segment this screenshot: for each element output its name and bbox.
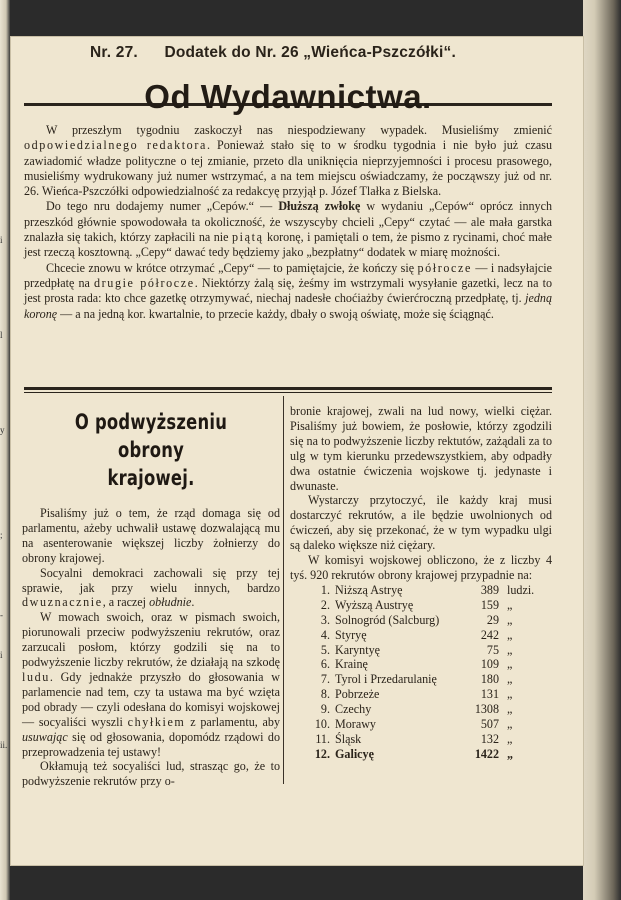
article-paragraph: Socyalni demokraci zachowali się przy tej sprawie, jak przy wielu innych, bardzo dwuznacznie, a raczej obłudnie. xyxy=(22,565,280,610)
province-name: Czechy xyxy=(335,702,372,717)
province-unit: „ xyxy=(507,746,514,761)
province-num: 5. xyxy=(320,642,330,657)
province-num: 4. xyxy=(320,627,330,642)
province-unit: „ xyxy=(507,687,513,702)
province-count: 132 xyxy=(480,731,499,746)
recruits-table-row xyxy=(308,657,544,672)
province-count: 507 xyxy=(480,717,499,732)
recruits-table-row xyxy=(308,747,544,762)
province-name: Krainę xyxy=(335,657,368,672)
recruits-table-row xyxy=(308,643,544,658)
article-left-column xyxy=(22,396,280,789)
recruits-table-row xyxy=(308,628,544,643)
article-paragraph: Pisaliśmy już o tem, że rząd domaga się od parlamentu, ażeby uchwalił ustawę dozwalającą mu na asenterowanie większej liczby żołnierzy do obrony krajowej. xyxy=(22,506,280,565)
article-paragraph: W komisyi wojskowej obliczono, że z liczby 4 tyś. 920 rekrutów obrony krajowej przypadnie na: xyxy=(290,553,552,582)
recruits-table-row xyxy=(308,583,544,598)
province-unit: „ xyxy=(507,597,513,612)
province-unit: „ xyxy=(507,672,513,687)
notice-paragraph-3: Chcecie znowu w krótce otrzymać „Cepy“ — to pamiętajcie, że kończy się półrocze — i nadsyłajcie przedpłatę na drugie półrocze. Niektórzy żalą się, żeśmy im wstrzymali wysyłanie gazetki, lecz na to jest prosta rada: kto chce gazetkę otrzymywać, niechaj nadesłe choćiażby ćwierćroczną przedpłatę, tj. jedną koronę — a na jedną kor. kwartalnie, to przecie każdy, dbały o swoją oświatę, może się ściągnąć. xyxy=(24,260,552,321)
province-num: 9. xyxy=(320,702,330,717)
article-right-column xyxy=(290,404,552,762)
recruits-table-row xyxy=(308,702,544,717)
province-name: Karyntyę xyxy=(335,642,380,657)
section-rule-thin xyxy=(24,392,552,393)
province-name: Galicyę xyxy=(335,746,374,761)
margin-fragment: i xyxy=(0,235,3,245)
province-unit: „ xyxy=(507,657,513,672)
recruits-table-row xyxy=(308,672,544,687)
article-paragraph: bronie krajowej, zwali na lud nowy, wielki ciężar. Pisaliśmy już bowiem, że posłowie, którzy zgodzili się na to podwyższenie liczby rektutów, zażądali za to ulg w tym kierunku przedewszystkiem, aby odpadły dwa ostatnie ćwiczenia wojskowe tj. jedynaste i dwunaste. xyxy=(290,404,552,493)
province-num: 1. xyxy=(320,582,330,597)
article-paragraph: Wystarczy przytoczyć, ile każdy kraj musi dostarczyć rekrutów, a ile będzie uwolnionych od ćwiczeń, aby się przekonać, że w tym wypadku ulgi są daleko większe niż ciężary. xyxy=(290,493,552,553)
margin-fragment: ; xyxy=(0,530,3,540)
province-name: Śląsk xyxy=(335,731,362,746)
section-rule xyxy=(24,387,552,390)
recruits-table-row xyxy=(308,687,544,702)
province-unit: „ xyxy=(507,612,513,627)
province-unit: „ xyxy=(507,731,513,746)
supplement-note: Dodatek do Nr. 26 „Wieńca-Pszczółki“. xyxy=(164,44,456,61)
province-count: 159 xyxy=(480,597,499,612)
province-unit: „ xyxy=(507,642,513,657)
province-num: 2. xyxy=(320,597,330,612)
province-name: Tyrol i Przedarulanię xyxy=(335,672,437,687)
province-count: 180 xyxy=(480,672,499,687)
province-num: 10. xyxy=(314,717,330,732)
province-num: 8. xyxy=(320,687,330,702)
province-name: Wyższą Austryę xyxy=(335,597,414,612)
province-count: 1308 xyxy=(474,702,499,717)
province-count: 1422 xyxy=(474,746,499,761)
margin-fragment: i xyxy=(0,650,3,660)
province-count: 389 xyxy=(480,582,499,597)
notice-paragraph-1: W przeszłym tygodniu zaskoczył nas niespodziewany wypadek. Musieliśmy zmienić odpowiedzialnego redaktora. Ponieważ stało się to w środku tygodnia i nie było już czasu zawiadomić władze polityczne o tej zmianie, przeto dla uniknięcia nieprzyjemności i procesu prasowego, musieliśmy wydrukowany już numer wstrzymać, a na tem miejscu oświadczamy, że począwszy już od nr. 26. Wieńca-Pszczółki odpowiedzialność za redakcyę przyjął p. Józef Tlałka z Bielska. xyxy=(24,123,552,199)
province-name: Styryę xyxy=(335,627,367,642)
province-count: 109 xyxy=(480,657,499,672)
province-name: Morawy xyxy=(335,717,376,732)
margin-fragment: ii. xyxy=(0,740,8,750)
margin-fragment: l xyxy=(0,330,3,340)
province-num: 3. xyxy=(320,612,330,627)
province-unit: „ xyxy=(507,627,513,642)
article-body-right xyxy=(290,404,552,583)
province-num: 12. xyxy=(314,746,330,761)
article-paragraph: Okłamują też socyaliści lud, strasząc go, że to podwyższenie rekrutów przy o- xyxy=(22,759,280,789)
province-name: Pobrzeże xyxy=(335,687,380,702)
issue-number: Nr. 27. xyxy=(90,44,138,61)
article-body-left xyxy=(22,506,280,789)
province-count: 131 xyxy=(480,687,499,702)
margin-fragment: - xyxy=(0,610,3,620)
province-num: 11. xyxy=(315,731,330,746)
notice-paragraph-2: Do tego nru dodajemy numer „Cepów.“ — Dłuższą zwłokę w wydaniu „Cepów“ oprócz innych przeszkód głównie spowodowała ta okoliczność, że wszyscyby chcieli „Cepy“ czytać — ale mała garstka znalazła się takich, którzy zapłacili na nie piątą koronę, i pamiętali o tem, że pismo z rycinami, choć małe jest rzeczą kosztowną. „Cepy“ dawać tedy będziemy jako „bezpłatny“ dodatek w miarę możności. xyxy=(24,199,553,260)
province-unit: „ xyxy=(507,717,513,732)
scan-edge-right xyxy=(583,0,621,900)
recruits-table-row xyxy=(308,732,544,747)
article-title: O podwyższeniu obrony krajowej. xyxy=(74,410,228,490)
recruits-table-row xyxy=(308,717,544,732)
province-num: 6. xyxy=(320,657,330,672)
province-count: 29 xyxy=(486,612,499,627)
province-name: Niższą Astryę xyxy=(335,582,403,597)
province-num: 7. xyxy=(320,672,330,687)
recruits-table-row xyxy=(308,598,544,613)
page-title: Od Wydawnictwa. xyxy=(144,78,432,115)
province-unit: „ xyxy=(507,702,513,717)
province-count: 242 xyxy=(480,627,499,642)
recruits-table-row xyxy=(308,613,544,628)
province-count: 75 xyxy=(486,642,499,657)
margin-fragment: y xyxy=(0,425,5,435)
province-name: Solnogród (Salcburg) xyxy=(335,612,440,627)
column-separator xyxy=(283,396,284,784)
left-margin-fragments xyxy=(0,0,10,900)
issue-header xyxy=(90,44,530,62)
province-unit: ludzi. xyxy=(507,582,535,597)
recruits-table xyxy=(308,583,544,762)
publisher-notice xyxy=(24,123,552,322)
article-paragraph: W mowach swoich, oraz w pismach swoich, piorunowali przeciw podwyższeniu rekrutów, oraz zarzucali posłom, którzy godzili się na to podwyższenie liczby rekrutów, że działają na szkodę ludu. Gdy jednakże przyszło do głosowania w parlamencie nad tem, czy ta ustawa ma być wzięta pod obrady — czyli odesłana do komisyi wojskowej — socyaliści wyszli chyłkiem z parlamentu, aby usuwając się od głosowania, dopomódz rządowi do przeprowadzenia tej ustawy! xyxy=(22,610,280,759)
